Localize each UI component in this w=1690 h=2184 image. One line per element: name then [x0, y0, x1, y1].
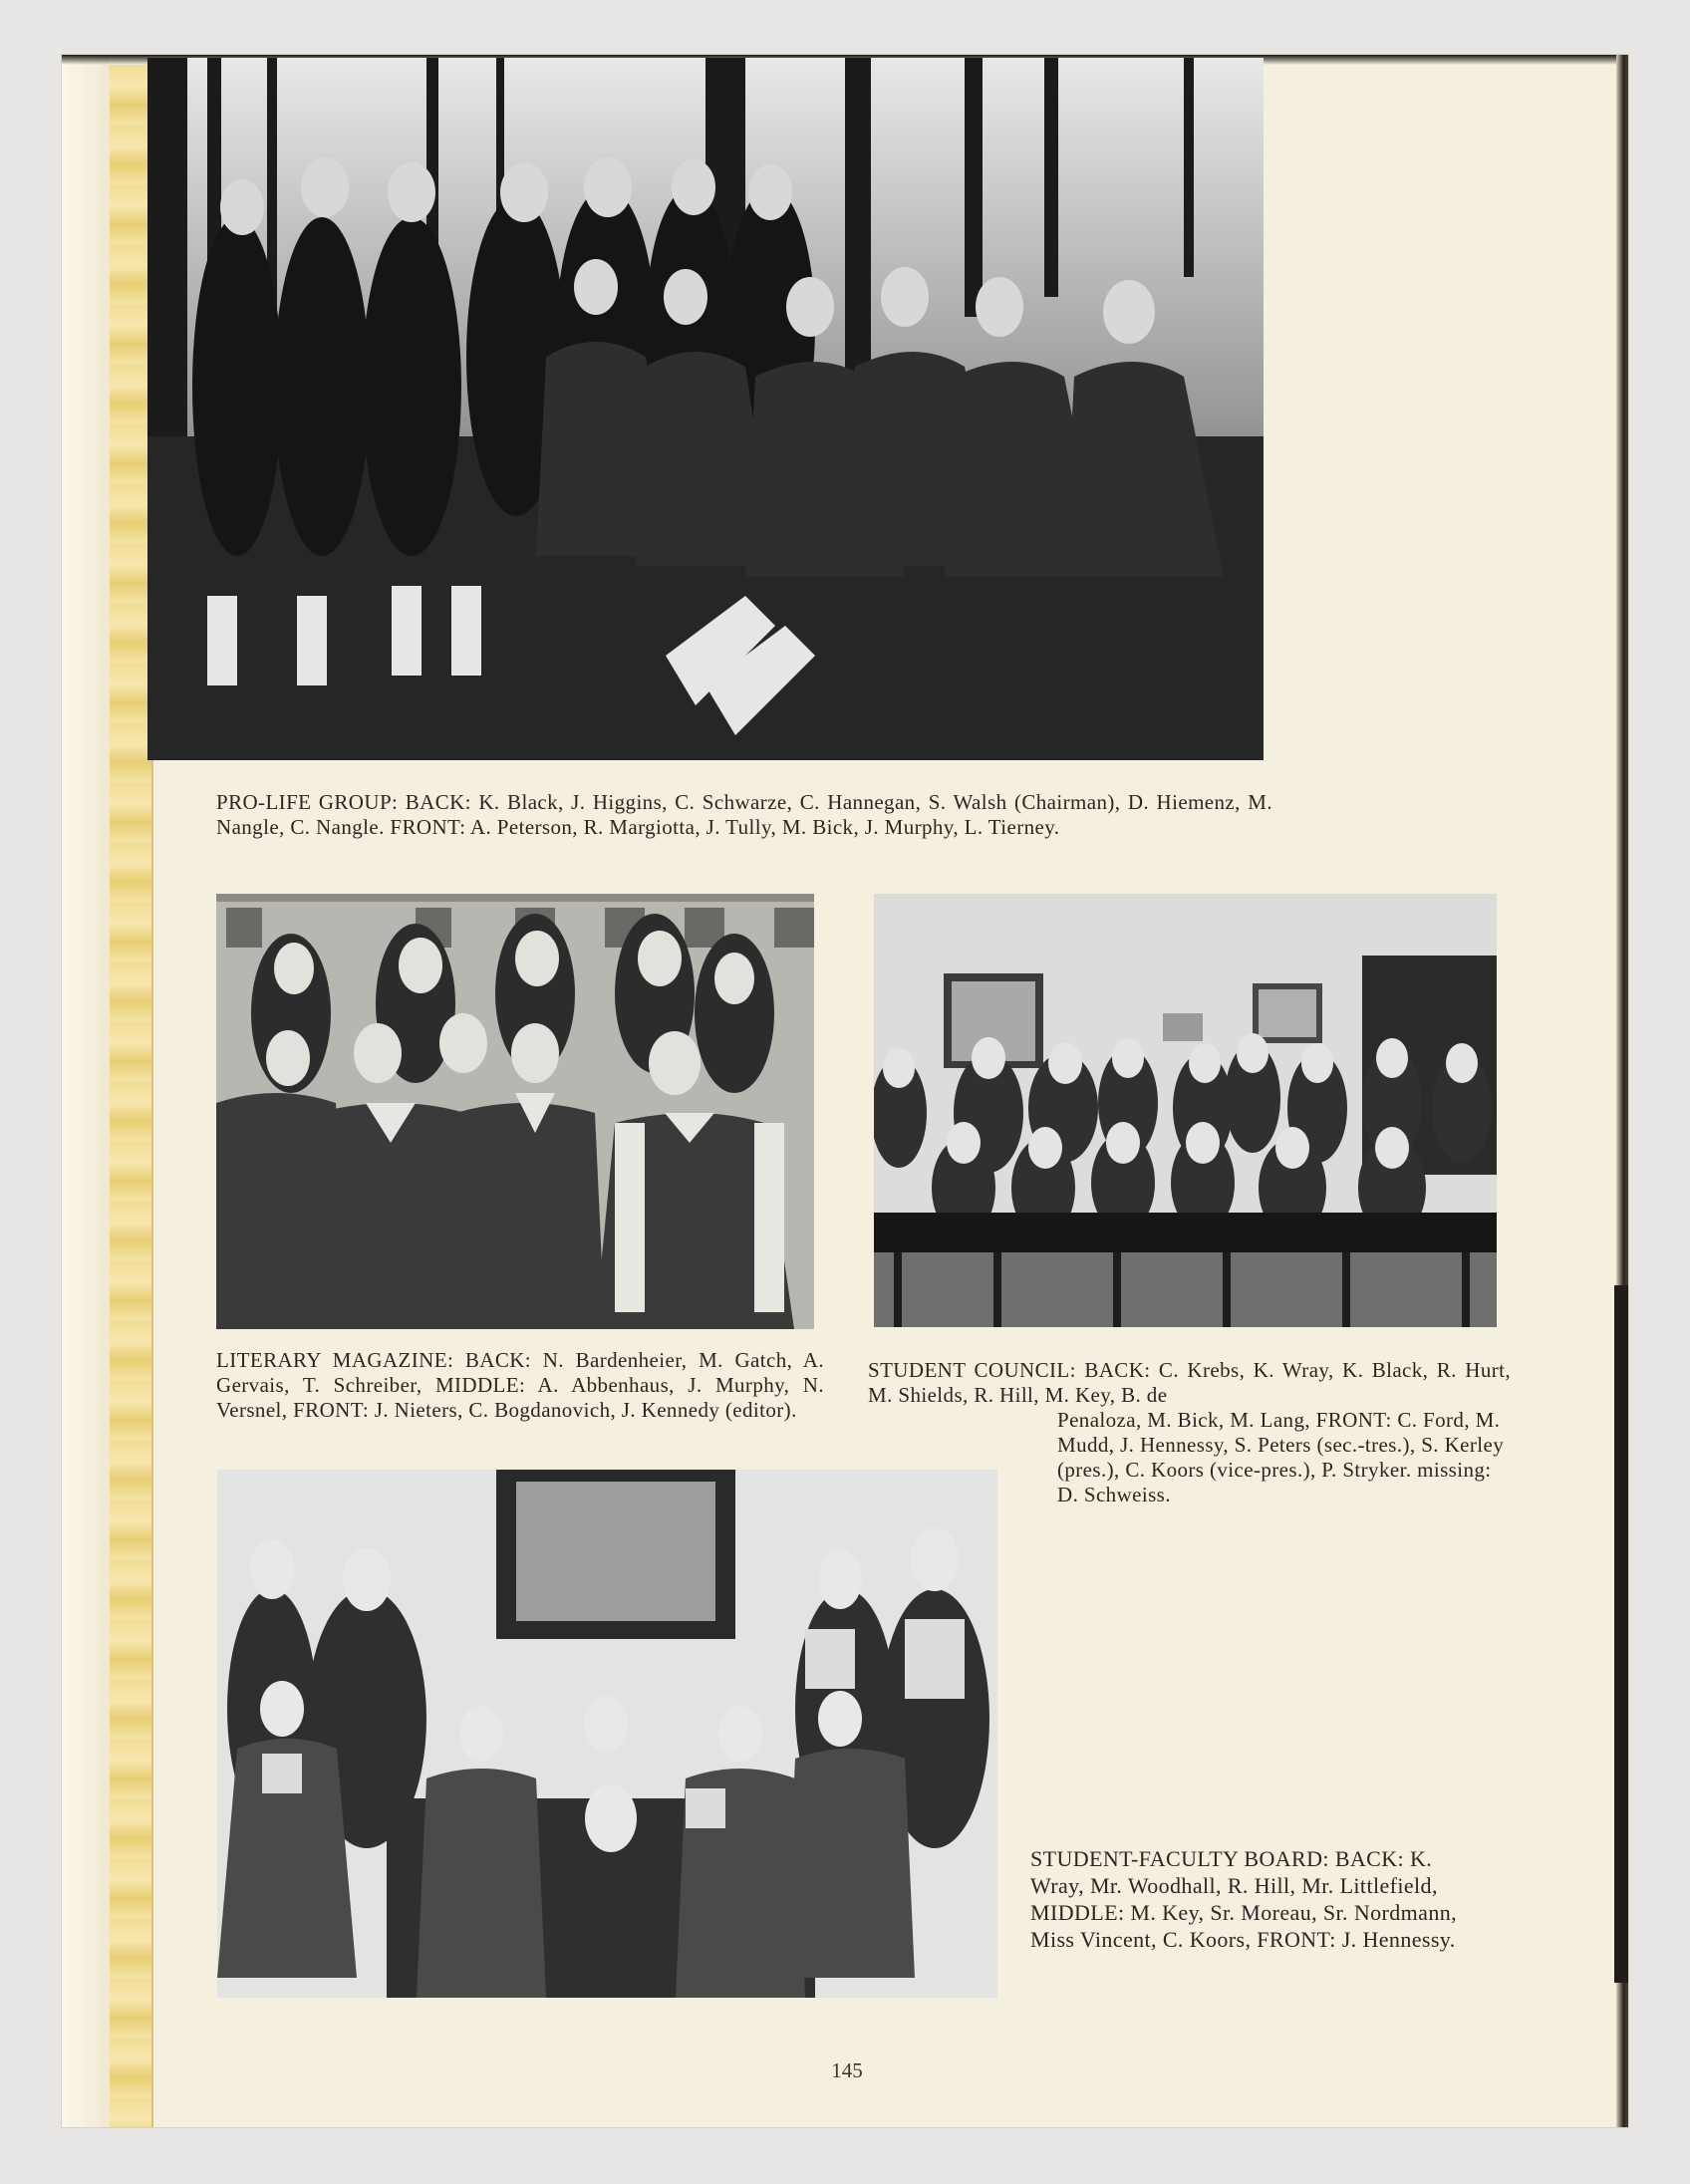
right-page-edge-shadow	[1614, 1285, 1628, 1983]
pro-life-group-photo-image	[147, 58, 1264, 760]
binding-margin	[62, 55, 110, 2127]
student-faculty-board-caption: STUDENT-FACULTY BOARD: BACK: K. Wray, Mr. Woodhall, R. Hill, Mr. Littlefield, MIDDLE: M. Key, Sr. Moreau, Sr. Nordmann, Miss Vincent, C. Koors, FRONT: J. Hennessy.	[1030, 1846, 1458, 1952]
literary-magazine-photo	[216, 894, 814, 1329]
student-council-caption-first: STUDENT COUNCIL: BACK: C. Krebs, K. Wray, K. Black, R. Hurt, M. Shields, R. Hill, M. Key, B. de	[868, 1358, 1511, 1407]
student-council-photo	[874, 894, 1497, 1327]
pro-life-group-caption: PRO-LIFE GROUP: BACK: K. Black, J. Higgins, C. Schwarze, C. Hannegan, S. Walsh (Chairman), D. Hiemenz, M. Nangle, C. Nangle. FRONT: A. Peterson, R. Margiotta, J. Tully, M. Bick, J. Murphy, L. Tierney.	[216, 790, 1272, 839]
literary-magazine-photo-image	[216, 894, 814, 1329]
page-number: 145	[831, 2058, 863, 2082]
student-council-photo-image	[874, 894, 1497, 1327]
student-faculty-board-photo-image	[217, 1470, 997, 1998]
literary-magazine-caption: LITERARY MAGAZINE: BACK: N. Bardenheier, M. Gatch, A. Gervais, T. Schreiber, MIDDLE: A. Abbenhaus, J. Murphy, N. Versnel, FRONT: J. Nieters, C. Bogdanovich, J. Kennedy (editor).	[216, 1348, 824, 1422]
student-faculty-board-photo	[217, 1470, 997, 1998]
student-council-caption-rest: Penaloza, M. Bick, M. Lang, FRONT: C. Ford, M. Mudd, J. Hennessy, S. Peters (sec.-tres.), S. Kerley (pres.), C. Koors (vice-pres.), P. Stryker. missing: D. Schweiss.	[1057, 1408, 1505, 1506]
pro-life-group-photo	[147, 58, 1264, 760]
